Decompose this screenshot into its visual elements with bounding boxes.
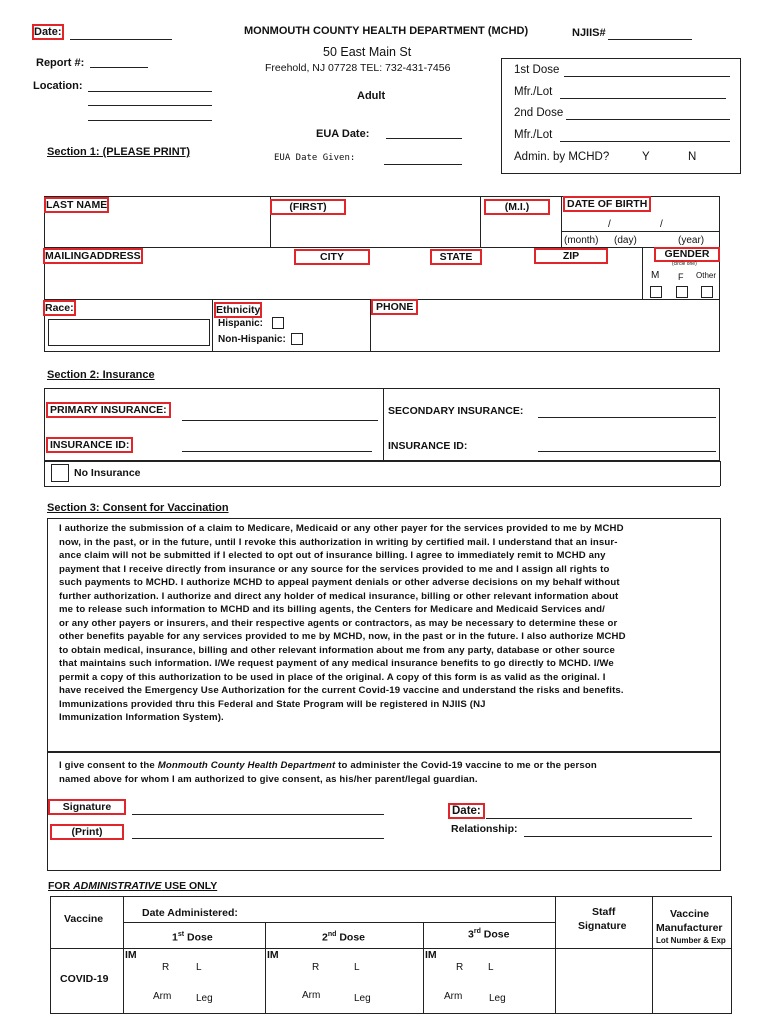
dose2-r[interactable]: R xyxy=(312,962,320,973)
non-hispanic-label: Non-Hispanic: xyxy=(218,334,286,345)
admin-covid-label: COVID-19 xyxy=(60,973,109,985)
admin-dose3-header xyxy=(468,928,509,941)
admin-header-bottom xyxy=(50,948,732,949)
report-label: Report #: xyxy=(36,57,85,69)
consent-text xyxy=(59,522,719,725)
report-field[interactable] xyxy=(90,67,148,68)
admin-no[interactable]: N xyxy=(688,151,697,163)
dob-label: DATE OF BIRTH xyxy=(567,198,648,210)
gender-m-label: M xyxy=(651,270,660,281)
insurance-id2-label: INSURANCE ID: xyxy=(388,440,468,452)
signature-label: Signature xyxy=(50,801,124,813)
admin-col-dose3 xyxy=(423,922,424,1014)
eua-date-label: EUA Date: xyxy=(316,128,370,140)
gender-text: GENDER xyxy=(664,248,710,260)
consent-line: that maintains such information. I/We request payment of any medical insurance benefits to go directly to MCHD. I/We xyxy=(59,658,614,669)
secondary-insurance-field[interactable] xyxy=(538,417,716,418)
no-insurance-right-border xyxy=(720,461,721,486)
race-label: Race: xyxy=(45,302,74,314)
dob-slash-1: / xyxy=(608,219,611,230)
col-divider-phone xyxy=(370,299,371,352)
relationship-field[interactable] xyxy=(524,836,712,837)
dose1-leg[interactable]: Leg xyxy=(196,993,213,1004)
dose2-word: Dose xyxy=(339,931,366,944)
admin-date-header: Date Administered: xyxy=(142,907,238,919)
city-label: CITY xyxy=(296,251,368,263)
admin-title-pre: FOR xyxy=(48,880,74,892)
dose1-l[interactable]: L xyxy=(196,962,202,973)
dose1-r[interactable]: R xyxy=(162,962,170,973)
location-field-1[interactable] xyxy=(88,91,212,92)
mailing-address-label: MAILINGADDRESS xyxy=(45,250,141,262)
gender-other-checkbox[interactable] xyxy=(701,286,713,298)
dob-year: (year) xyxy=(678,235,705,246)
consent-org: Monmouth County Health Department xyxy=(157,760,336,771)
no-insurance-checkbox[interactable] xyxy=(51,464,69,482)
admin-vaccine-header: Vaccine xyxy=(64,913,104,925)
eua-date-given-label: EUA Date Given: xyxy=(274,153,356,163)
col-divider-mi xyxy=(480,196,481,247)
admin-label: Admin. by MCHD? xyxy=(514,151,610,163)
dose3-im: IM xyxy=(425,949,437,961)
section1-title: Section 1: (PLEASE PRINT) xyxy=(47,146,191,158)
consent-line: such payments to MCHD. I authorize MCHD to appeal payment denials or other adverse decisions on my behalf without xyxy=(59,577,620,588)
consent-statement xyxy=(59,759,719,786)
admin-lot-header: Lot Number & Exp xyxy=(656,936,726,945)
col-divider-dob xyxy=(561,196,562,247)
section1-row-divider-2 xyxy=(44,299,720,300)
dose1-word: Dose xyxy=(187,931,213,944)
print-field[interactable] xyxy=(132,838,384,839)
njiis-label: NJIIS# xyxy=(572,27,606,39)
non-hispanic-checkbox[interactable] xyxy=(291,333,303,345)
relationship-label: Relationship: xyxy=(451,823,518,835)
admin-col-manufacturer xyxy=(652,896,653,1014)
race-input[interactable] xyxy=(48,319,210,346)
mfr1-label: Mfr./Lot xyxy=(514,86,553,98)
consent-line: to obtain medical, insurance, billing and other relevant information about me from any party, database or other source xyxy=(59,644,615,656)
col-divider-gender xyxy=(642,247,643,299)
dob-month: (month) xyxy=(564,235,599,246)
dose1-im: IM xyxy=(125,949,137,961)
insurance-bottom-line xyxy=(44,461,720,462)
insurance-id-label: INSURANCE ID: xyxy=(50,439,130,451)
dose3-num: 3 xyxy=(468,928,474,941)
ethnicity-label: Ethnicity xyxy=(216,304,261,316)
dose2-num: 2 xyxy=(322,931,328,944)
dob-day: (day) xyxy=(614,235,637,246)
location-label: Location: xyxy=(33,80,83,92)
dose3-l[interactable]: L xyxy=(488,962,494,973)
consent-line: further authorization. I authorize and direct any holder of medical insurance, billing or other relevant information about xyxy=(59,590,619,602)
admin-dose1-header xyxy=(172,931,213,944)
consent-line: now, in the past, or in the future, until I revoke this authorization in writing by certified mail. I understand that an insur- xyxy=(59,536,618,548)
dose3-leg[interactable]: Leg xyxy=(489,993,506,1004)
consent-line: Immunizations provided thru this Federal and State Program will be registered in NJIIS (NJ xyxy=(59,698,486,710)
consent-statement-line2: named above for whom I am authorized to give consent, as his/her parent/legal guardian. xyxy=(59,773,478,785)
state-label: STATE xyxy=(432,251,480,263)
dob-slash-2: / xyxy=(660,219,663,230)
consent-statement-line1 xyxy=(59,759,719,773)
date-field[interactable] xyxy=(70,39,172,40)
consent-post: to administer the Covid-19 vaccine to me or the person xyxy=(335,760,597,771)
primary-insurance-label: PRIMARY INSURANCE: xyxy=(50,404,167,416)
dose1-num: 1 xyxy=(172,931,178,944)
no-insurance-label: No Insurance xyxy=(74,467,141,479)
dose3-r[interactable]: R xyxy=(456,962,464,973)
gender-m-checkbox[interactable] xyxy=(650,286,662,298)
dose-box xyxy=(501,58,741,174)
dose3-arm[interactable]: Arm xyxy=(444,991,463,1002)
consent-line: me to release such information to MCHD and its billing agents, the Centers for Medicare and Medicaid Services and/ xyxy=(59,604,605,615)
gender-f-label: F xyxy=(678,272,684,282)
date-label: Date: xyxy=(34,26,62,38)
department-title: MONMOUTH COUNTY HEALTH DEPARTMENT (MCHD) xyxy=(244,25,529,37)
mfr2-label: Mfr./Lot xyxy=(514,129,553,141)
mi-label: (M.I.) xyxy=(486,201,548,213)
consent-line: I authorize the submission of a claim to Medicare, Medicaid or any other payer for the services provided to me by MCHD xyxy=(59,523,624,534)
insurance-id2-field[interactable] xyxy=(538,451,716,452)
admin-col-staff xyxy=(555,896,556,1014)
dose2-im: IM xyxy=(267,949,279,961)
sig-date-field[interactable] xyxy=(486,818,692,819)
consent-line: payment that I receive directly from insurance or any source for the services provided to me and I assign all rights to xyxy=(59,563,610,575)
address-line2: Freehold, NJ 07728 TEL: 732-431-7456 xyxy=(265,62,451,74)
admin-mfr-header-2: Manufacturer xyxy=(656,922,723,934)
hispanic-checkbox[interactable] xyxy=(272,317,284,329)
dose2-field[interactable] xyxy=(566,119,730,120)
dose2-label: 2nd Dose xyxy=(514,107,564,119)
admin-dose2-header xyxy=(322,931,365,944)
admin-title-post: USE ONLY xyxy=(161,880,218,892)
eua-date-given-field[interactable] xyxy=(384,164,462,165)
location-field-3[interactable] xyxy=(88,120,212,121)
section1-row-divider-1 xyxy=(44,247,720,248)
secondary-insurance-label: SECONDARY INSURANCE: xyxy=(388,405,524,417)
col-divider-ethnicity xyxy=(212,299,213,352)
mfr2-field[interactable] xyxy=(560,141,730,142)
consent-line: ance claim will not be submitted if I elected to opt out of insurance billing. I agree to immediately remit to MCHD any xyxy=(59,550,606,561)
last-name-label: LAST NAME xyxy=(46,199,108,211)
gender-label xyxy=(656,249,718,260)
dose1-sup: st xyxy=(177,931,185,938)
primary-insurance-field[interactable] xyxy=(182,420,378,421)
dose1-arm[interactable]: Arm xyxy=(153,991,172,1002)
dose2-leg[interactable]: Leg xyxy=(354,993,371,1004)
location-field-2[interactable] xyxy=(88,105,212,106)
admin-date-divider xyxy=(123,922,555,923)
gender-other-label: Other xyxy=(696,271,717,280)
admin-title xyxy=(48,880,217,892)
signature-field[interactable] xyxy=(132,814,384,815)
admin-signature-header: Signature xyxy=(578,920,627,932)
dose2-sup: nd xyxy=(327,931,337,938)
admin-col-dose2 xyxy=(265,922,266,1014)
dose2-l[interactable]: L xyxy=(354,962,360,973)
dob-line[interactable] xyxy=(561,231,720,232)
dose1-label: 1st Dose xyxy=(514,64,560,76)
consent-line: have received the Emergency Use Authorization for the current Covid-19 vaccine and understand the risks and benefits. xyxy=(59,685,624,696)
mfr1-field[interactable] xyxy=(560,98,726,99)
no-insurance-left-border xyxy=(44,461,45,486)
section3-title: Section 3: Consent for Vaccination xyxy=(47,502,229,514)
admin-mfr-header-1: Vaccine xyxy=(670,908,710,920)
first-name-label: (FIRST) xyxy=(272,201,344,213)
sig-date-label: Date: xyxy=(452,805,481,817)
insurance-col-divider xyxy=(383,388,384,461)
address-line1: 50 East Main St xyxy=(323,45,412,59)
gender-f-checkbox[interactable] xyxy=(676,286,688,298)
consent-line: or any other payers or insurers, and their respective agents or contractors, as may be necessary to determine these or xyxy=(59,617,618,629)
zip-label: ZIP xyxy=(536,250,606,262)
dose3-sup: rd xyxy=(473,928,481,935)
gender-sub: (circle one) xyxy=(672,261,697,267)
njiis-field[interactable] xyxy=(608,39,692,40)
dose3-word: Dose xyxy=(483,928,510,941)
consent-pre: I give consent to the xyxy=(59,760,158,771)
col-divider-first xyxy=(270,196,271,247)
phone-label: PHONE xyxy=(373,301,416,313)
consent-line: permit a copy of this authorization to be used in place of the original. A copy of this form is as valid as the original. I xyxy=(59,671,606,683)
consent-line: other benefits payable for any services provided to me by MCHD, now, in the past or in the future. I also authorize MCHD xyxy=(59,631,626,642)
admin-title-em: ADMINISTRATIVE xyxy=(73,880,162,892)
admin-yes[interactable]: Y xyxy=(642,151,650,163)
hispanic-label: Hispanic: xyxy=(218,318,264,329)
insurance-id-field[interactable] xyxy=(182,451,372,452)
section2-title: Section 2: Insurance xyxy=(47,369,155,381)
dose2-arm[interactable]: Arm xyxy=(302,990,321,1001)
category-label: Adult xyxy=(357,90,386,102)
admin-staff-header: Staff xyxy=(592,906,616,918)
admin-col-vaccine xyxy=(123,896,124,1014)
consent-line: Immunization Information System). xyxy=(59,712,224,723)
dose1-field[interactable] xyxy=(564,76,730,77)
print-label: (Print) xyxy=(52,826,122,838)
no-insurance-bottom xyxy=(44,486,720,487)
eua-date-field[interactable] xyxy=(386,138,462,139)
